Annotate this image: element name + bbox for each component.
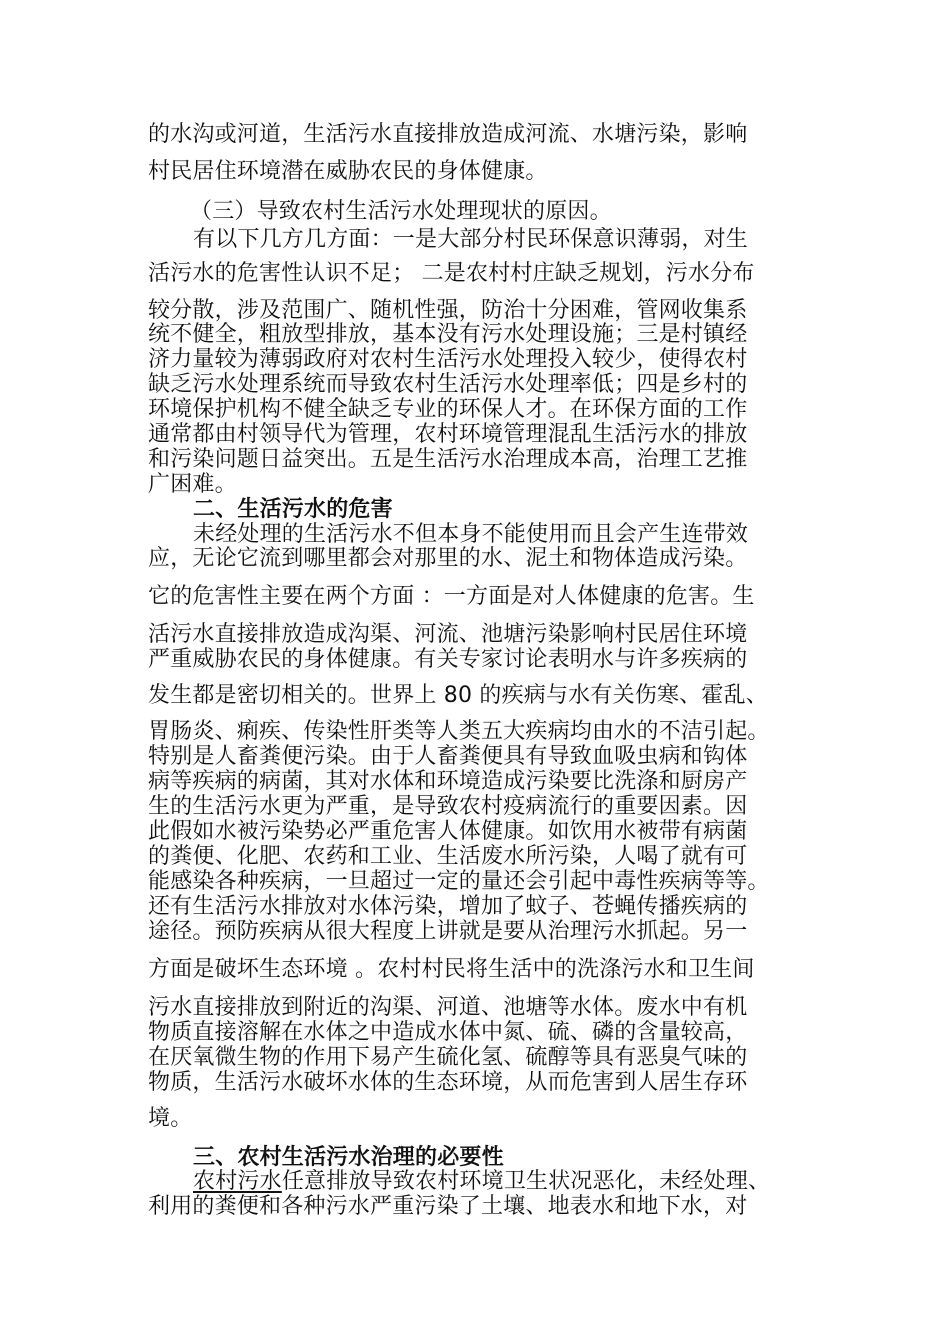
paragraph-line: 活污水的危害性认识不足； 二是农村村庄缺乏规划，污水分布 xyxy=(148,261,755,286)
paragraph-line: 此假如水被污染势必严重危害人体健康。如饮用水被带有病菌 xyxy=(148,819,748,844)
paragraph-line: 较分散，涉及范围广、随机性强，防治十分困难，管网收集系 xyxy=(148,298,748,323)
paragraph-line: 缺乏污水处理系统而导致农村生活污水处理率低；四是乡村的 xyxy=(148,372,748,397)
paragraph-line: 通常都由村领导代为管理，农村环境管理混乱生活污水的排放 xyxy=(148,422,748,447)
section-heading-hazards: 二、生活污水的危害 xyxy=(193,497,393,522)
paragraph-line: 方面是破坏生态环境 。农村村民将生活中的洗涤污水和卫生间 xyxy=(148,957,755,982)
underlined-term: 农村污水 xyxy=(193,1169,282,1194)
paragraph-line: 物质直接溶解在水体之中造成水体中氮、硫、磷的含量较高， xyxy=(148,1020,748,1045)
paragraph-line: 病等疾病的病菌，其对水体和环境造成污染要比洗涤和厨房产 xyxy=(148,769,748,794)
paragraph-line: 村民居住环境潜在威胁农民的身体健康。 xyxy=(148,159,548,184)
paragraph-line: 境。 xyxy=(148,1106,193,1131)
paragraph-line: 严重威胁农民的身体健康。有关专家讨论表明水与许多疾病的 xyxy=(148,647,748,672)
paragraph-line: 环境保护机构不健全缺乏专业的环保人才。在环保方面的工作 xyxy=(148,397,748,422)
paragraph-line: 利用的粪便和各种污水严重污染了土壤、地表水和地下水，对 xyxy=(148,1194,748,1219)
paragraph-line: 特别是人畜粪便污染。由于人畜粪便具有导致血吸虫病和钩体 xyxy=(148,744,748,769)
paragraph-line: 它的危害性主要在两个方面 ：一方面是对人体健康的危害。生 xyxy=(148,584,755,609)
paragraph-line: 的粪便、化肥、农药和工业、生活废水所污染，人喝了就有可 xyxy=(148,844,748,869)
paragraph-line: 胃肠炎、痢疾、传染性肝类等人类五大疾病均由水的不洁引起。 xyxy=(148,719,770,744)
paragraph-line: 污水直接排放到附近的沟渠、河道、池塘等水体。废水中有机 xyxy=(148,995,748,1020)
paragraph-line: 能感染各种疾病，一旦超过一定的量还会引起中毒性疾病等等。 xyxy=(148,869,770,894)
paragraph-line: 的水沟或河道，生活污水直接排放造成河流、水塘污染，影响 xyxy=(148,122,748,147)
paragraph-line: 发生都是密切相关的。世界上 80 的疾病与水有关伤寒、霍乱、 xyxy=(148,683,768,708)
paragraph-line: 应，无论它流到哪里都会对那里的水、泥土和物体造成污染。 xyxy=(148,546,748,571)
paragraph-line: 在厌氧微生物的作用下易产生硫化氢、硫醇等具有恶臭气味的 xyxy=(148,1045,748,1070)
paragraph-line: 活污水直接排放造成沟渠、河流、池塘污染影响村民居住环境 xyxy=(148,622,748,647)
paragraph-text: 任意排放导致农村环境卫生状况恶化，未经处理、 xyxy=(281,1169,771,1194)
subheading-causes: （三）导致农村生活污水处理现状的原因。 xyxy=(190,199,612,224)
paragraph-line: 生的生活污水更为严重，是导致农村疫病流行的重要因素。因 xyxy=(148,794,748,819)
paragraph-line: 未经处理的生活污水不但本身不能使用而且会产生连带效 xyxy=(193,522,749,547)
paragraph-line: 还有生活污水排放对水体污染，增加了蚊子、苍蝇传播疾病的 xyxy=(148,894,748,919)
paragraph-line xyxy=(193,1169,770,1195)
paragraph-line: 统不健全，粗放型排放，基本没有污水处理设施；三是村镇经 xyxy=(148,322,748,347)
paragraph-line: 济力量较为薄弱政府对农村生活污水处理投入较少，使得农村 xyxy=(148,347,748,372)
paragraph-line: 途径。预防疾病从很大程度上讲就是要从治理污水抓起。另一 xyxy=(148,919,748,944)
paragraph-line: 和污染问题日益突出。五是生活污水治理成本高，治理工艺推 xyxy=(148,447,748,472)
paragraph-line: 有以下几方几方面：一是大部分村民环保意识薄弱，对生 xyxy=(193,227,749,252)
paragraph-line: 物质，生活污水破坏水体的生态环境，从而危害到人居生存环 xyxy=(148,1070,748,1095)
paragraph-line: 广困难。 xyxy=(148,472,237,497)
section-heading-necessity: 三、农村生活污水治理的必要性 xyxy=(193,1145,504,1170)
